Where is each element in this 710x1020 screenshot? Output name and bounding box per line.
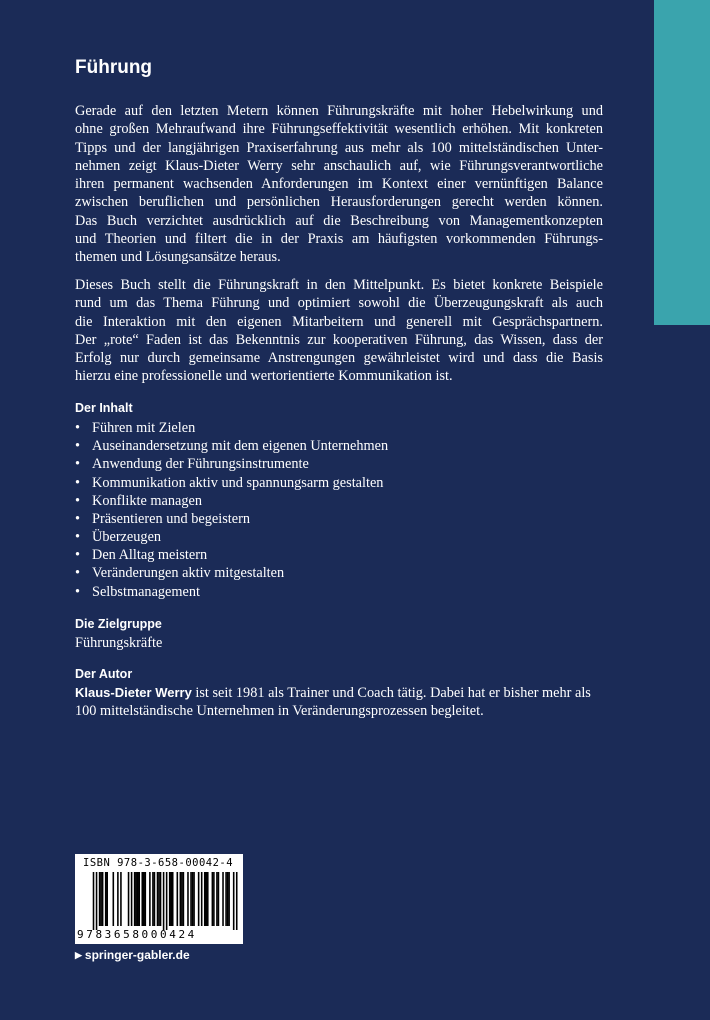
barcode-bar — [190, 872, 192, 926]
barcode-bar — [141, 872, 143, 926]
bullet-icon: • — [75, 547, 81, 564]
author-name: Klaus-Dieter Werry — [75, 685, 192, 700]
barcode-bar — [172, 872, 174, 926]
barcode-bar — [143, 872, 145, 926]
list-item-label: Konflikte managen — [92, 492, 202, 509]
accent-strip — [654, 0, 710, 325]
barcode-bar — [170, 872, 172, 926]
bullet-icon: • — [75, 583, 81, 600]
list-item-label: Anwendung der Führungsinstrumente — [92, 456, 309, 473]
barcode-bar — [157, 872, 159, 926]
barcode-bar — [105, 872, 107, 926]
barcode-bar — [193, 872, 195, 926]
bullet-icon: • — [75, 456, 81, 473]
barcode-bar — [134, 872, 136, 926]
barcode-bar — [149, 872, 151, 926]
author-heading: Der Autor — [75, 667, 133, 681]
barcode-bar — [218, 872, 220, 926]
barcode-digits: 9783658000424 — [77, 928, 197, 941]
barcode-bar — [201, 872, 203, 926]
author-bio-line: 100 mittelständische Unternehmen in Veränderungsprozessen begleitet. — [75, 703, 484, 720]
barcode-bar — [227, 872, 229, 926]
barcode-bar — [213, 872, 215, 926]
barcode-bar — [145, 872, 147, 926]
text-line: rund um das Thema Führung und optimiert sowohl die Überzeugungskraft als auch — [75, 295, 603, 312]
barcode-bar — [228, 872, 230, 926]
arrow-right-icon: ▶ — [75, 949, 82, 960]
text-line: zwischen beruflichen und persönlichen Herausforderungen gerecht werden können. — [75, 194, 603, 211]
list-item — [75, 510, 388, 528]
barcode-bar — [207, 872, 209, 926]
barcode-bar — [166, 872, 168, 930]
barcode-bar — [163, 872, 165, 930]
list-item — [75, 492, 388, 510]
bullet-icon: • — [75, 419, 81, 436]
list-item-label: Führen mit Zielen — [92, 419, 196, 436]
publisher-link[interactable] — [75, 948, 190, 962]
author-bio-rest: ist seit 1981 als Trainer und Coach tätig. Dabei hat er bisher mehr als — [191, 685, 591, 701]
list-item-label: Selbstmanagement — [92, 583, 200, 600]
list-item — [75, 474, 388, 492]
page-title: Führung — [75, 57, 153, 78]
bullet-icon: • — [75, 565, 81, 582]
barcode-bar — [177, 872, 179, 926]
text-line: nehmen zeigt Klaus-Dieter Werry sehr anschaulich auf, wie Führungsverantwortliche — [75, 157, 603, 174]
barcode-bar — [169, 872, 171, 926]
barcode-bar — [102, 872, 104, 926]
barcode-bar — [205, 872, 207, 926]
barcode-bar — [99, 872, 101, 926]
list-item-label: Überzeugen — [92, 529, 162, 546]
barcode-bar — [187, 872, 189, 926]
author-bio — [75, 684, 603, 721]
barcode-bar — [233, 872, 235, 930]
barcode-bar — [100, 872, 102, 926]
text-line: ihren permanent wachsenden Anforderungen im Kontext einer vernünftigen Balance — [75, 176, 603, 193]
barcode-bar — [117, 872, 119, 926]
barcode-bar — [137, 872, 139, 926]
barcode-bars — [79, 872, 239, 930]
bullet-icon: • — [75, 492, 81, 509]
text-line: Erfolg nur durch gemeinsame Anstrengungen gewährleistet wird und dass die Basis — [75, 350, 603, 367]
list-item — [75, 437, 388, 455]
barcode-bar — [138, 872, 140, 926]
list-item-label: Den Alltag meistern — [92, 547, 208, 564]
barcode-bar — [131, 872, 133, 926]
barcode-bar — [204, 872, 206, 926]
barcode-bar — [192, 872, 194, 926]
barcode-bar — [225, 872, 227, 926]
author-bio-line — [75, 684, 603, 702]
barcode-bar — [222, 872, 224, 926]
list-item — [75, 455, 388, 473]
barcode-bar — [152, 872, 154, 926]
barcode-bar — [113, 872, 115, 926]
barcode-bar — [160, 872, 162, 926]
barcode-bar — [93, 872, 95, 930]
contents-heading: Der Inhalt — [75, 401, 133, 415]
list-item-label: Auseinandersetzung mit dem eigenen Unternehmen — [92, 438, 389, 455]
barcode-bar — [120, 872, 122, 926]
text-line: Der „rote“ Faden ist das Bekenntnis zur kooperativen Führung, das Wissen, dass der — [75, 331, 603, 348]
isbn-text: ISBN 978-3-658-00042-4 — [83, 857, 234, 869]
list-item — [75, 565, 388, 583]
contents-list — [75, 419, 388, 601]
text-line: Gerade auf den letzten Metern können Führungskräfte mit hoher Hebelwirkung und — [75, 103, 603, 119]
audience-heading: Die Zielgruppe — [75, 617, 162, 631]
bullet-icon: • — [75, 529, 81, 546]
publisher-url: springer-gabler.de — [84, 948, 190, 962]
barcode-bar — [212, 872, 214, 926]
body-paragraph — [75, 276, 603, 386]
list-item — [75, 419, 388, 437]
list-item-label: Veränderungen aktiv mitgestalten — [92, 565, 285, 582]
barcode-bar — [236, 872, 238, 930]
list-item-label: Präsentieren und begeistern — [92, 510, 251, 527]
barcode-bar — [216, 872, 218, 926]
list-item-label: Kommunikation aktiv und spannungsarm gestalten — [92, 474, 384, 491]
text-line: themen und Lösungsansätze heraus. — [75, 249, 281, 266]
text-line: ohne großen Mehraufwand ihre Führungseffektivität wesentlich erhöhen. Mit konkreten — [75, 121, 603, 138]
bullet-icon: • — [75, 438, 81, 455]
text-line: Dieses Buch stellt die Führungskraft in den Mittelpunkt. Es bietet konkrete Beispiele — [75, 277, 603, 293]
list-item — [75, 528, 388, 546]
barcode-bar — [198, 872, 200, 926]
text-line: Tipps und der langjährigen Praxiserfahrung aus mehr als 100 mittelständischen Unter- — [75, 139, 603, 156]
barcode-bar — [128, 872, 130, 926]
text-line: und Theorien und filtert die in der Praxis am häufigsten vorkommenden Führungs- — [75, 231, 603, 248]
barcode-bar — [96, 872, 98, 930]
barcode-bar — [135, 872, 137, 926]
text-line: Das Buch verzichtet ausdrücklich auf die Beschreibung von Managementkonzepten — [75, 212, 603, 229]
text-line: die Interaktion mit den eigenen Mitarbeitern und generell mit Gesprächspartnern. — [75, 313, 603, 330]
barcode-bar — [183, 872, 185, 926]
bullet-icon: • — [75, 474, 81, 491]
barcode-bar — [154, 872, 156, 926]
list-item — [75, 583, 388, 601]
bullet-icon: • — [75, 510, 81, 527]
isbn-barcode — [75, 854, 243, 944]
barcode-bar — [181, 872, 183, 926]
text-line: hierzu eine professionelle und wertorientierte Kommunikation ist. — [75, 368, 453, 385]
barcode-bar — [106, 872, 108, 926]
intro-paragraph — [75, 102, 603, 267]
list-item — [75, 546, 388, 564]
barcode-bar — [180, 872, 182, 926]
audience-text: Führungskräfte — [75, 635, 163, 651]
barcode-bar — [158, 872, 160, 926]
